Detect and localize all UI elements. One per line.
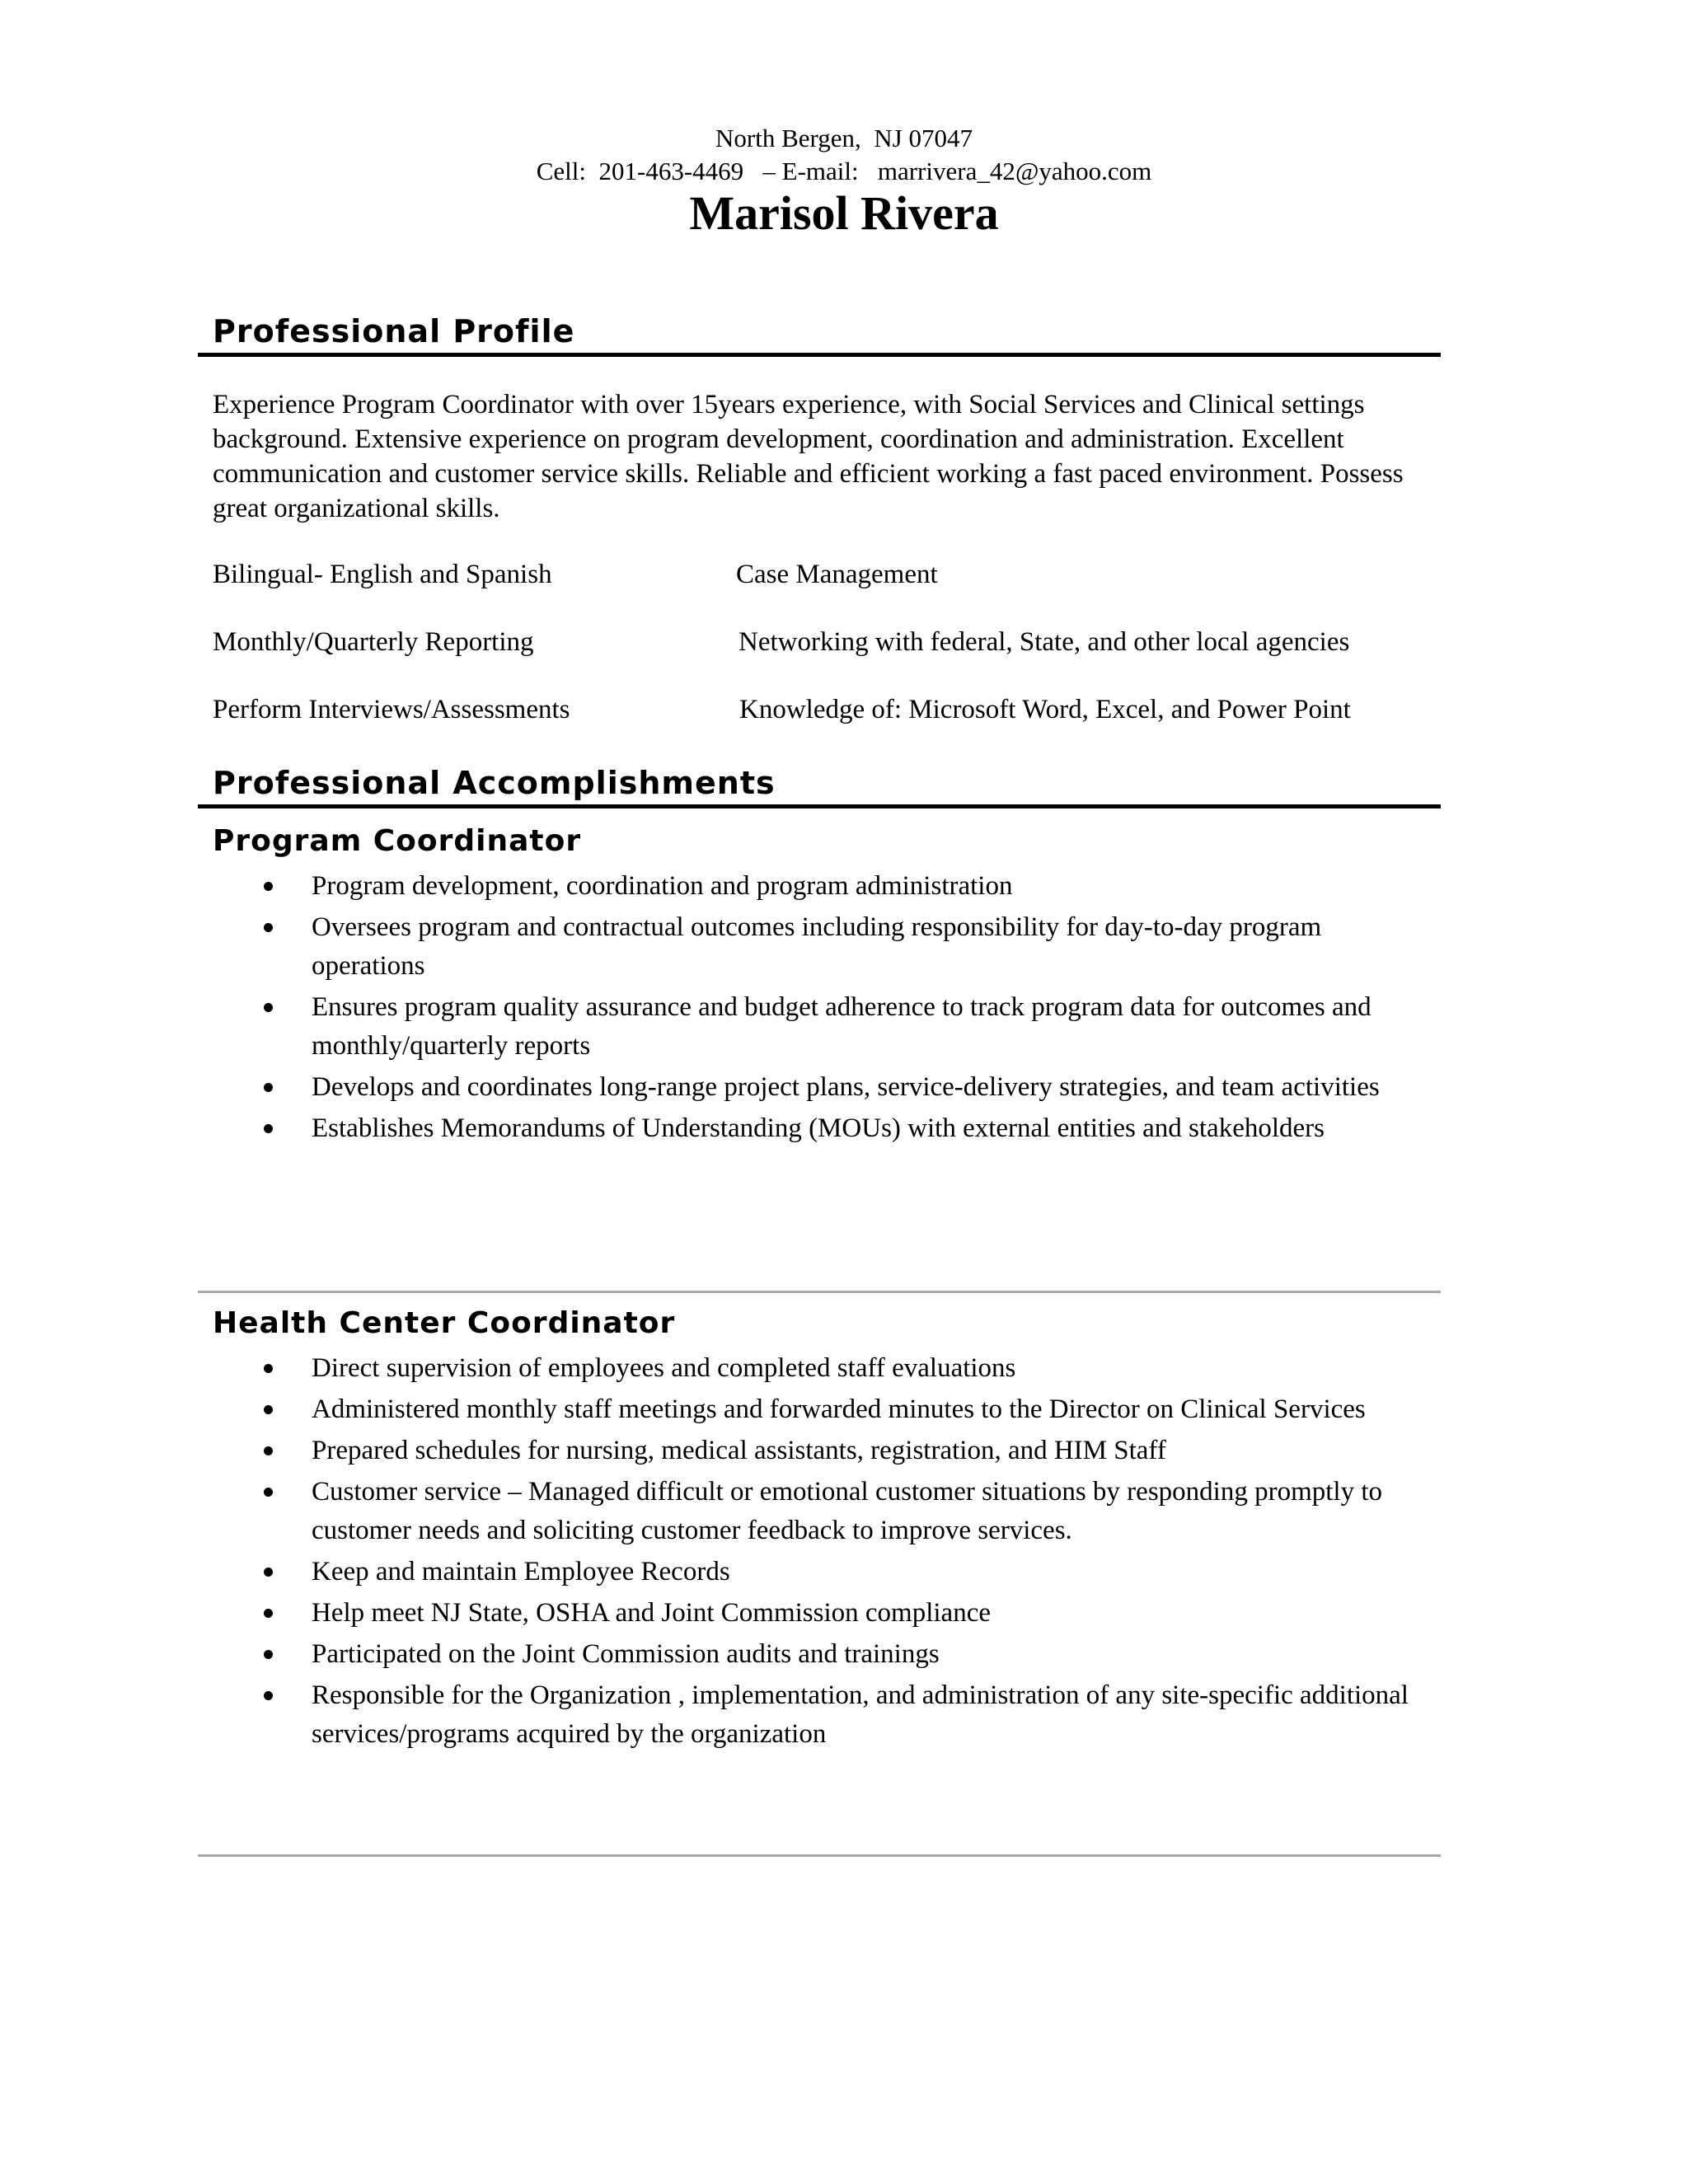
bullet-text: Administered monthly staff meetings and forwarded minutes to the Director on Clinical Services: [312, 1394, 1366, 1424]
bullet-text: Keep and maintain Employee Records: [312, 1557, 730, 1586]
bullet-text: Develops and coordinates long-range project plans, service-delivery strategies, and team activities: [312, 1072, 1380, 1102]
list-item: [264, 1635, 1434, 1674]
bullet-icon: [264, 1609, 273, 1618]
contact-line: Cell: 201-463-4469 – E-mail: marrivera_42@yahoo.com: [536, 157, 1152, 185]
bullet-text: Participated on the Joint Commission audits and trainings: [312, 1639, 940, 1669]
role-bullet-list: [264, 1349, 1434, 1756]
section-title-accomplishments: Professional Accomplishments: [213, 765, 776, 801]
bullet-icon: [264, 1405, 273, 1414]
bullet-text: Oversees program and contractual outcomes including responsibility for day-to-day program operations: [312, 912, 1322, 981]
section-rule: [198, 353, 1441, 357]
bullet-icon: [264, 1083, 273, 1092]
list-item: [264, 1473, 1434, 1550]
list-item: [264, 1068, 1434, 1107]
list-item: [264, 867, 1434, 906]
list-item: [264, 1553, 1434, 1591]
skill-item: Perform Interviews/Assessments: [213, 695, 570, 724]
section-rule: [198, 804, 1441, 808]
bullet-text: Help meet NJ State, OSHA and Joint Commission compliance: [312, 1598, 992, 1628]
list-item: [264, 1349, 1434, 1388]
list-item: [264, 908, 1434, 986]
list-item: [264, 1594, 1434, 1633]
list-item: [264, 1676, 1434, 1754]
list-item: [264, 988, 1434, 1066]
bullet-text: Establishes Memorandums of Understanding (MOUs) with external entities and stakeholders: [312, 1113, 1325, 1143]
bullet-icon: [264, 1488, 273, 1497]
bullet-text: Ensures program quality assurance and budget adherence to track program data for outcomes and monthly/quarterly reports: [312, 992, 1372, 1061]
list-item: [264, 1390, 1434, 1429]
divider: [198, 1291, 1441, 1293]
bullet-icon: [264, 882, 273, 891]
bullet-text: Prepared schedules for nursing, medical assistants, registration, and HIM Staff: [312, 1436, 1166, 1465]
skill-item: Monthly/Quarterly Reporting: [213, 627, 534, 657]
list-item: [264, 1109, 1434, 1148]
bullet-icon: [264, 1650, 273, 1659]
role-title: Program Coordinator: [213, 824, 582, 858]
bullet-icon: [264, 923, 273, 932]
address-line: North Bergen, NJ 07047: [715, 124, 973, 152]
skill-item: Knowledge of: Microsoft Word, Excel, and Power Point: [739, 695, 1351, 724]
profile-summary: Experience Program Coordinator with over 15years experience, with Social Services and Clinical settings background. Extensive experience on program development, coordination and administration. Excellent communication and customer service skills. Reliable and efficient working a fast paced environment. Possess great organizational skills.: [213, 390, 1404, 523]
skill-item: Networking with federal, State, and other local agencies: [738, 627, 1350, 657]
section-title-profile: Professional Profile: [213, 313, 575, 349]
divider: [198, 1854, 1441, 1857]
bullet-text: Responsible for the Organization , implementation, and administration of any site-specific additional services/programs acquired by the organization: [312, 1680, 1409, 1749]
bullet-icon: [264, 1124, 273, 1133]
skill-item: Bilingual- English and Spanish: [213, 560, 552, 589]
skill-item: Case Management: [736, 560, 938, 589]
bullet-text: Direct supervision of employees and completed staff evaluations: [312, 1353, 1016, 1383]
list-item: [264, 1432, 1434, 1470]
bullet-icon: [264, 1364, 273, 1373]
bullet-icon: [264, 1003, 273, 1012]
role-bullet-list: [264, 867, 1434, 1151]
candidate-name: Marisol Rivera: [689, 186, 999, 240]
bullet-text: Program development, coordination and program administration: [312, 871, 1013, 901]
bullet-icon: [264, 1691, 273, 1700]
bullet-text: Customer service – Managed difficult or emotional customer situations by responding promptly to customer needs and soliciting customer feedback to improve services.: [312, 1477, 1382, 1545]
bullet-icon: [264, 1568, 273, 1577]
bullet-icon: [264, 1446, 273, 1455]
role-title: Health Center Coordinator: [213, 1306, 676, 1340]
